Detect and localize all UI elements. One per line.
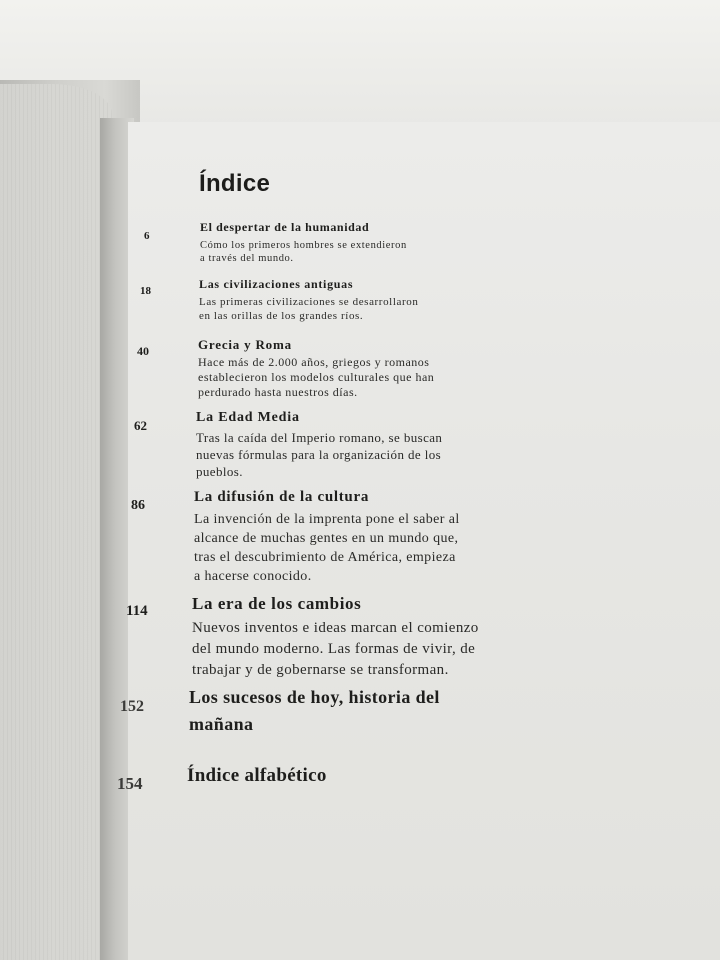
page-number: 40 bbox=[137, 344, 149, 358]
page-number: 154 bbox=[117, 774, 143, 793]
chapter-description bbox=[196, 429, 442, 480]
description-line: La invención de la imprenta pone el saber al bbox=[194, 512, 460, 527]
page-number: 152 bbox=[120, 698, 144, 715]
chapter-title: La difusión de la cultura bbox=[194, 489, 370, 505]
chapter-title: Índice alfabético bbox=[187, 765, 327, 786]
chapter-description bbox=[194, 510, 460, 586]
description-line: del mundo moderno. Las formas de vivir, de bbox=[192, 641, 476, 657]
chapter-description bbox=[192, 618, 479, 681]
description-line: nuevas fórmulas para la organización de los bbox=[196, 447, 442, 462]
description-line: a hacerse conocido. bbox=[194, 569, 312, 584]
description-line: en las orillas de los grandes ríos. bbox=[199, 310, 364, 322]
chapter-description bbox=[200, 239, 407, 265]
chapter-title: Grecia y Roma bbox=[198, 337, 292, 352]
page-number: 18 bbox=[140, 285, 151, 297]
chapter-description bbox=[199, 295, 418, 323]
description-line: perdurado hasta nuestros días. bbox=[198, 385, 358, 399]
description-line: trabajar y de gobernarse se transforman. bbox=[192, 662, 449, 678]
description-line: Hace más de 2.000 años, griegos y romanos bbox=[198, 355, 430, 369]
page-number: 114 bbox=[126, 603, 148, 619]
description-line: establecieron los modelos culturales que han bbox=[198, 370, 435, 384]
chapter-title: Los sucesos de hoy, historia del mañana bbox=[189, 687, 440, 734]
chapter-title: El despertar de la humanidad bbox=[200, 220, 370, 234]
description-line: alcance de muchas gentes en un mundo que, bbox=[194, 531, 459, 546]
chapter-title: La era de los cambios bbox=[192, 594, 362, 613]
page-title: Índice bbox=[199, 170, 271, 197]
chapter-title: La Edad Media bbox=[196, 410, 300, 425]
page-number: 86 bbox=[131, 498, 145, 513]
chapter-title: Las civilizaciones antiguas bbox=[199, 277, 354, 291]
description-line: Cómo los primeros hombres se extendieron bbox=[200, 240, 407, 251]
description-line: Nuevos inventos e ideas marcan el comienzo bbox=[192, 620, 479, 636]
page-stack bbox=[0, 84, 112, 960]
description-line: tras el descubrimiento de América, empieza bbox=[194, 550, 456, 565]
page-number: 62 bbox=[134, 418, 147, 433]
description-line: pueblos. bbox=[196, 464, 243, 479]
description-line: Tras la caída del Imperio romano, se buscan bbox=[196, 430, 443, 445]
page-number: 6 bbox=[144, 230, 150, 242]
description-line: a través del mundo. bbox=[200, 253, 294, 264]
description-line: Las primeras civilizaciones se desarrollaron bbox=[199, 296, 419, 308]
chapter-description bbox=[198, 355, 434, 400]
